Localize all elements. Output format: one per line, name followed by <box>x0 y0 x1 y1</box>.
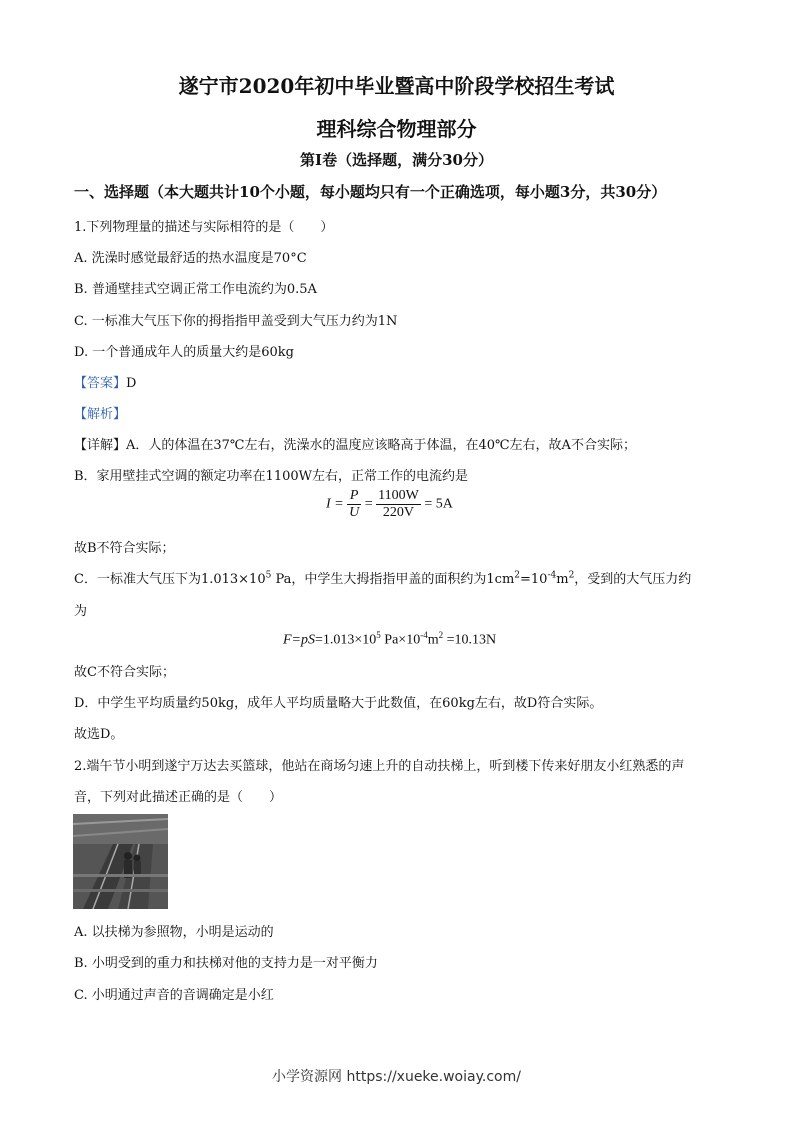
exam-subtitle: 理科综合物理部分 <box>316 117 477 141</box>
formula-voltage: 220V <box>382 505 415 520</box>
q2-stem-line2: 音，下列对此描述正确的是（ ） <box>74 790 283 805</box>
formula-lhs: I = <box>326 496 344 512</box>
formula-fraction-values <box>376 488 421 521</box>
q2-stem-line1: 2.端午节小明到遂宁万达去买篮球，他站在商场匀速上升的自动扶梯上，听到楼下传来好朋友小红熟悉的声 <box>74 759 685 774</box>
final-choice: 故选D。 <box>74 727 124 742</box>
footer-watermark: 小学资源网 https://xueke.woiay.com/ <box>272 1069 521 1085</box>
formula-p: P <box>347 488 361 505</box>
cfc: 5 <box>376 630 381 640</box>
c1c: Pa，中学生大拇指指甲盖的面积约为1cm <box>271 572 515 587</box>
detail-a: 【详解】A．人的体温在37℃左右，洗澡水的温度应该略高于体温，在40℃左右，故A不合实际； <box>74 438 636 453</box>
q2-option-c: C. 小明通过声音的音调确定是小红 <box>74 988 274 1003</box>
cfa: F=pS <box>283 632 315 648</box>
escalator-photo <box>73 814 168 909</box>
cfb: =1.013×10 <box>315 632 377 648</box>
detail-b-conclusion: 故B不符合实际； <box>74 541 175 556</box>
cfh: =10.13N <box>443 632 497 648</box>
exam-title: 遂宁市2020年初中毕业暨高中阶段学校招生考试 <box>178 74 615 98</box>
q1-option-c: C. 一标准大气压下你的拇指指甲盖受到大气压力约为1N <box>74 314 398 329</box>
formula-rhs: = 5A <box>424 496 453 512</box>
cff: m <box>427 632 439 648</box>
c1e: =10 <box>520 572 548 587</box>
q2-option-a: A. 以扶梯为参照物，小明是运动的 <box>74 925 274 940</box>
c1g: m <box>556 572 569 587</box>
detail-c-conclusion: 故C不符合实际； <box>74 665 175 680</box>
q1-option-b: B. 普通壁挂式空调正常工作电流约为0.5A <box>74 282 317 297</box>
cfe: -4 <box>420 630 428 640</box>
formula-eq: = <box>364 496 373 512</box>
c1i: ，受到的大气压力约 <box>574 572 692 587</box>
q1-option-d: D. 一个普通成年人的质量大约是60kg <box>74 345 294 360</box>
detail-d: D．中学生平均质量约50kg，成年人平均质量略大于此数值，在60kg左右，故D符合实际。 <box>74 696 603 711</box>
formula-u: U <box>349 505 360 520</box>
detail-b: B．家用壁挂式空调的额定功率在1100W左右，正常工作的电流约是 <box>74 469 468 484</box>
pressure-formula <box>283 630 496 649</box>
cfg: 2 <box>438 630 444 640</box>
c1f: -4 <box>547 570 557 581</box>
q1-stem: 1.下列物理量的描述与实际相符的是（ ） <box>74 220 334 235</box>
volume-heading: 第I卷（选择题，满分30分） <box>300 151 493 169</box>
current-formula <box>326 488 453 521</box>
formula-power: 1100W <box>378 488 419 503</box>
detail-c-line1 <box>74 568 691 587</box>
c1h: 2 <box>568 570 575 581</box>
analysis-tag: 【解析】 <box>74 407 127 422</box>
section-heading: 一、选择题（本大题共计10个小题，每小题均只有一个正确选项，每小题3分，共30分） <box>74 183 667 201</box>
formula-fraction-pu <box>347 488 361 521</box>
answer-tag: 【答案】 <box>74 376 127 391</box>
q1-answer <box>74 372 136 391</box>
c1a: C．一标准大气压下为1.013×10 <box>74 572 266 587</box>
cfd: Pa×10 <box>380 632 421 648</box>
c1d: 2 <box>514 570 521 581</box>
c1b: 5 <box>265 570 272 581</box>
answer-value: D <box>126 376 137 391</box>
q1-option-a: A. 洗澡时感觉最舒适的热水温度是70°C <box>74 251 307 266</box>
detail-c-line2: 为 <box>74 604 88 619</box>
q2-option-b: B. 小明受到的重力和扶梯对他的支持力是一对平衡力 <box>74 956 378 971</box>
